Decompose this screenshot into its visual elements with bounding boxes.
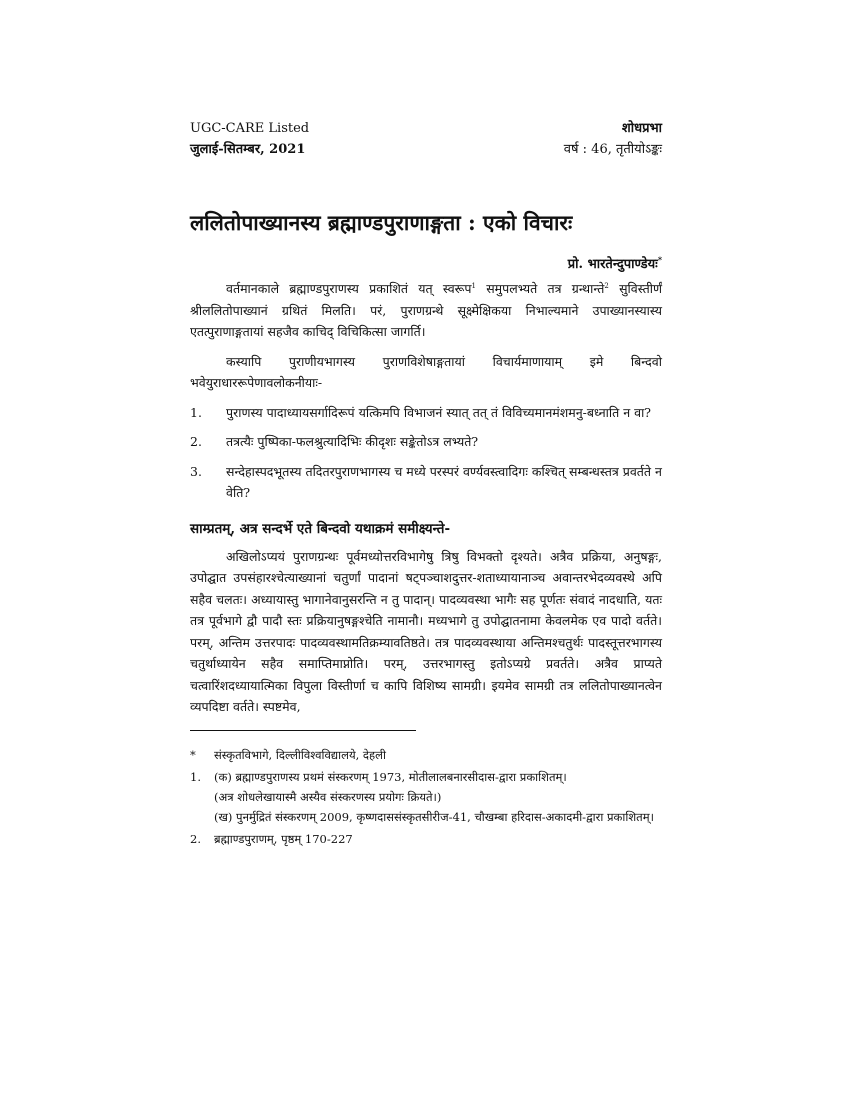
footnote-line: (अत्र शोधलेखायास्मै अस्यैव संस्करणस्य प्रयोगः क्रियते।) [214, 789, 442, 804]
footnote-line: (ख) पुनर्मुद्रितं संस्करणम् 2009, कृष्णदाससंस्कृतसीरीज-41, चौखम्बा हरिदास-अकादमी-द्वारा प्रकाशितम्। [214, 809, 654, 824]
volume-issue: वर्ष : 46, तृतीयोऽङ्कः [563, 142, 662, 157]
footnote [190, 829, 662, 849]
footnote-body [214, 767, 662, 827]
list-item-number: 2. [190, 434, 202, 449]
document-page [190, 118, 662, 851]
footnote-line: संस्कृतविभागे, दिल्लीविश्वविद्यालये, देहली [214, 747, 386, 762]
list-item-number: 3. [190, 463, 202, 479]
criteria-paragraph: कस्यापि पुराणीयभागस्य पुराणविशेषाङ्गतायां विचार्यमाणायाम् इमे बिन्दवो भवेयुराधाररूपेणावलोकनीयाः- [190, 353, 662, 390]
footnote-ref-1: 1 [471, 281, 476, 290]
footnote-ref-2: 2 [604, 281, 609, 290]
criteria-list [190, 402, 662, 504]
footnote-line: (क) ब्रह्माण्डपुराणस्य प्रथमं संस्करणम् 1973, मोतीलालबनारसीदास-द्वारा प्रकाशितम्। [214, 769, 567, 784]
author-footnote-mark: * [657, 254, 662, 265]
list-item-number: 1. [190, 404, 202, 420]
journal-name: शोधप्रभा [621, 121, 662, 136]
footnote-body [214, 829, 662, 849]
list-item-text: तत्रत्यैः पुष्पिका-फलश्रुत्यादिभिः कीदृशः सङ्केतोऽत्र लभ्यते? [226, 434, 479, 449]
list-item [190, 431, 662, 453]
header-left [190, 118, 309, 160]
footnote [190, 745, 662, 765]
footnote-divider [190, 730, 416, 731]
body-paragraph: अखिलोऽप्ययं पुराणग्रन्थः पूर्वमध्योत्तरविभागेषु त्रिषु विभक्तो दृश्यते। अत्रैव प्रक्रिया, अनुषङ्गः, उपोद्घात उपसंहारश्चेत्याख्यानां चतुर्णां पादानां षट्पञ्चाशदुत्तर-शताध्यायानाञ्च अवान्तरभेदव्यवस्थे अपि सहैव चलतः। अध्यायास्तु भागानेवानुसरन्ति न तु पादान्। पादव्यवस्था भागैः सह पूर्णतः संवादं नादधाति, यतः तत्र पूर्वभागे द्वौ पादौ स्तः प्रक्रियानुषङ्गश्चेति नामानौ। मध्यभागे तु उपोद्घातनामा केवलमेक एव पादो वर्तते। परम्, अन्तिम उत्तरपादः पादव्यवस्थामतिक्रम्यावतिष्ठते। तत्र पादव्यवस्थाया अन्तिमश्चतुर्थः पादस्तूत्तरभागस्य चतुर्थाध्यायेन सहैव समाप्तिमाप्नोति। परम्, उत्तरभागस्तु इतोऽप्यग्रे प्रवर्तते। अत्रैव प्राप्यते चत्वारिंशदध्यायात्मिका विपुला विस्तीर्णा च कापि विशिष्य सामग्री। इयमेव सामग्री तत्र ललितोपाख्यानत्वेन व्यपदिष्टा वर्तते। स्पष्टमेव, [190, 548, 662, 714]
footnote-mark: * [190, 747, 196, 762]
intro-paragraph [190, 278, 662, 343]
author-line [190, 254, 662, 272]
list-item-text: पुराणस्य पादाध्यायसर्गादिरूपं यत्किमपि विभाजनं स्यात् तत् तं विविच्यमानमंशमनु-बध्नाति न वा? [226, 404, 652, 420]
page-header [190, 118, 662, 160]
section-heading: साम्प्रतम्, अत्र सन्दर्भे एते बिन्दवो यथाक्रमं समीक्ष्यन्ते- [190, 520, 451, 537]
header-right [564, 118, 662, 160]
footnotes [190, 745, 662, 849]
list-item [190, 461, 662, 504]
list-item-text: सन्देहास्पदभूतस्य तदितरपुराणभागस्य च मध्ये परस्परं वर्ण्यवस्त्वादिगः कश्चित् सम्बन्धस्तत्र प्रवर्तते न वेति? [226, 463, 662, 500]
intro-text-c: सुविस्तीर्णं श्रीललितोपाख्यानं ग्रथितं मिलति। परं, पुराणग्रन्थे सूक्ष्मेक्षिकया निभाल्यमाने उपाख्यानस्यास्य एतत्पुराणाङ्गतायां सहजैव काचिद् विचिकित्सा जागर्ति। [190, 281, 663, 339]
list-item [190, 402, 662, 424]
journal-listing: UGC-CARE Listed [190, 121, 310, 136]
issue-period: जुलाई-सितम्बर, 2021 [190, 142, 306, 157]
author-name: प्रो. भारतेन्दुपाण्डेयः [567, 257, 658, 272]
intro-text-a: वर्तमानकाले ब्रह्माण्डपुराणस्य प्रकाशितं यत् स्वरूप [226, 281, 472, 296]
footnote [190, 767, 662, 827]
intro-text-b: समुपलभ्यते तत्र ग्रन्थान्ते [475, 281, 605, 296]
footnote-mark: 2. [190, 831, 201, 846]
footnote-line: ब्रह्माण्डपुराणम्, पृष्ठम् 170-227 [214, 831, 353, 846]
footnote-mark: 1. [190, 769, 201, 784]
article-title: ललितोपाख्यानस्य ब्रह्माण्डपुराणाङ्गता : एको विचारः [190, 210, 573, 235]
footnote-body [214, 745, 662, 765]
